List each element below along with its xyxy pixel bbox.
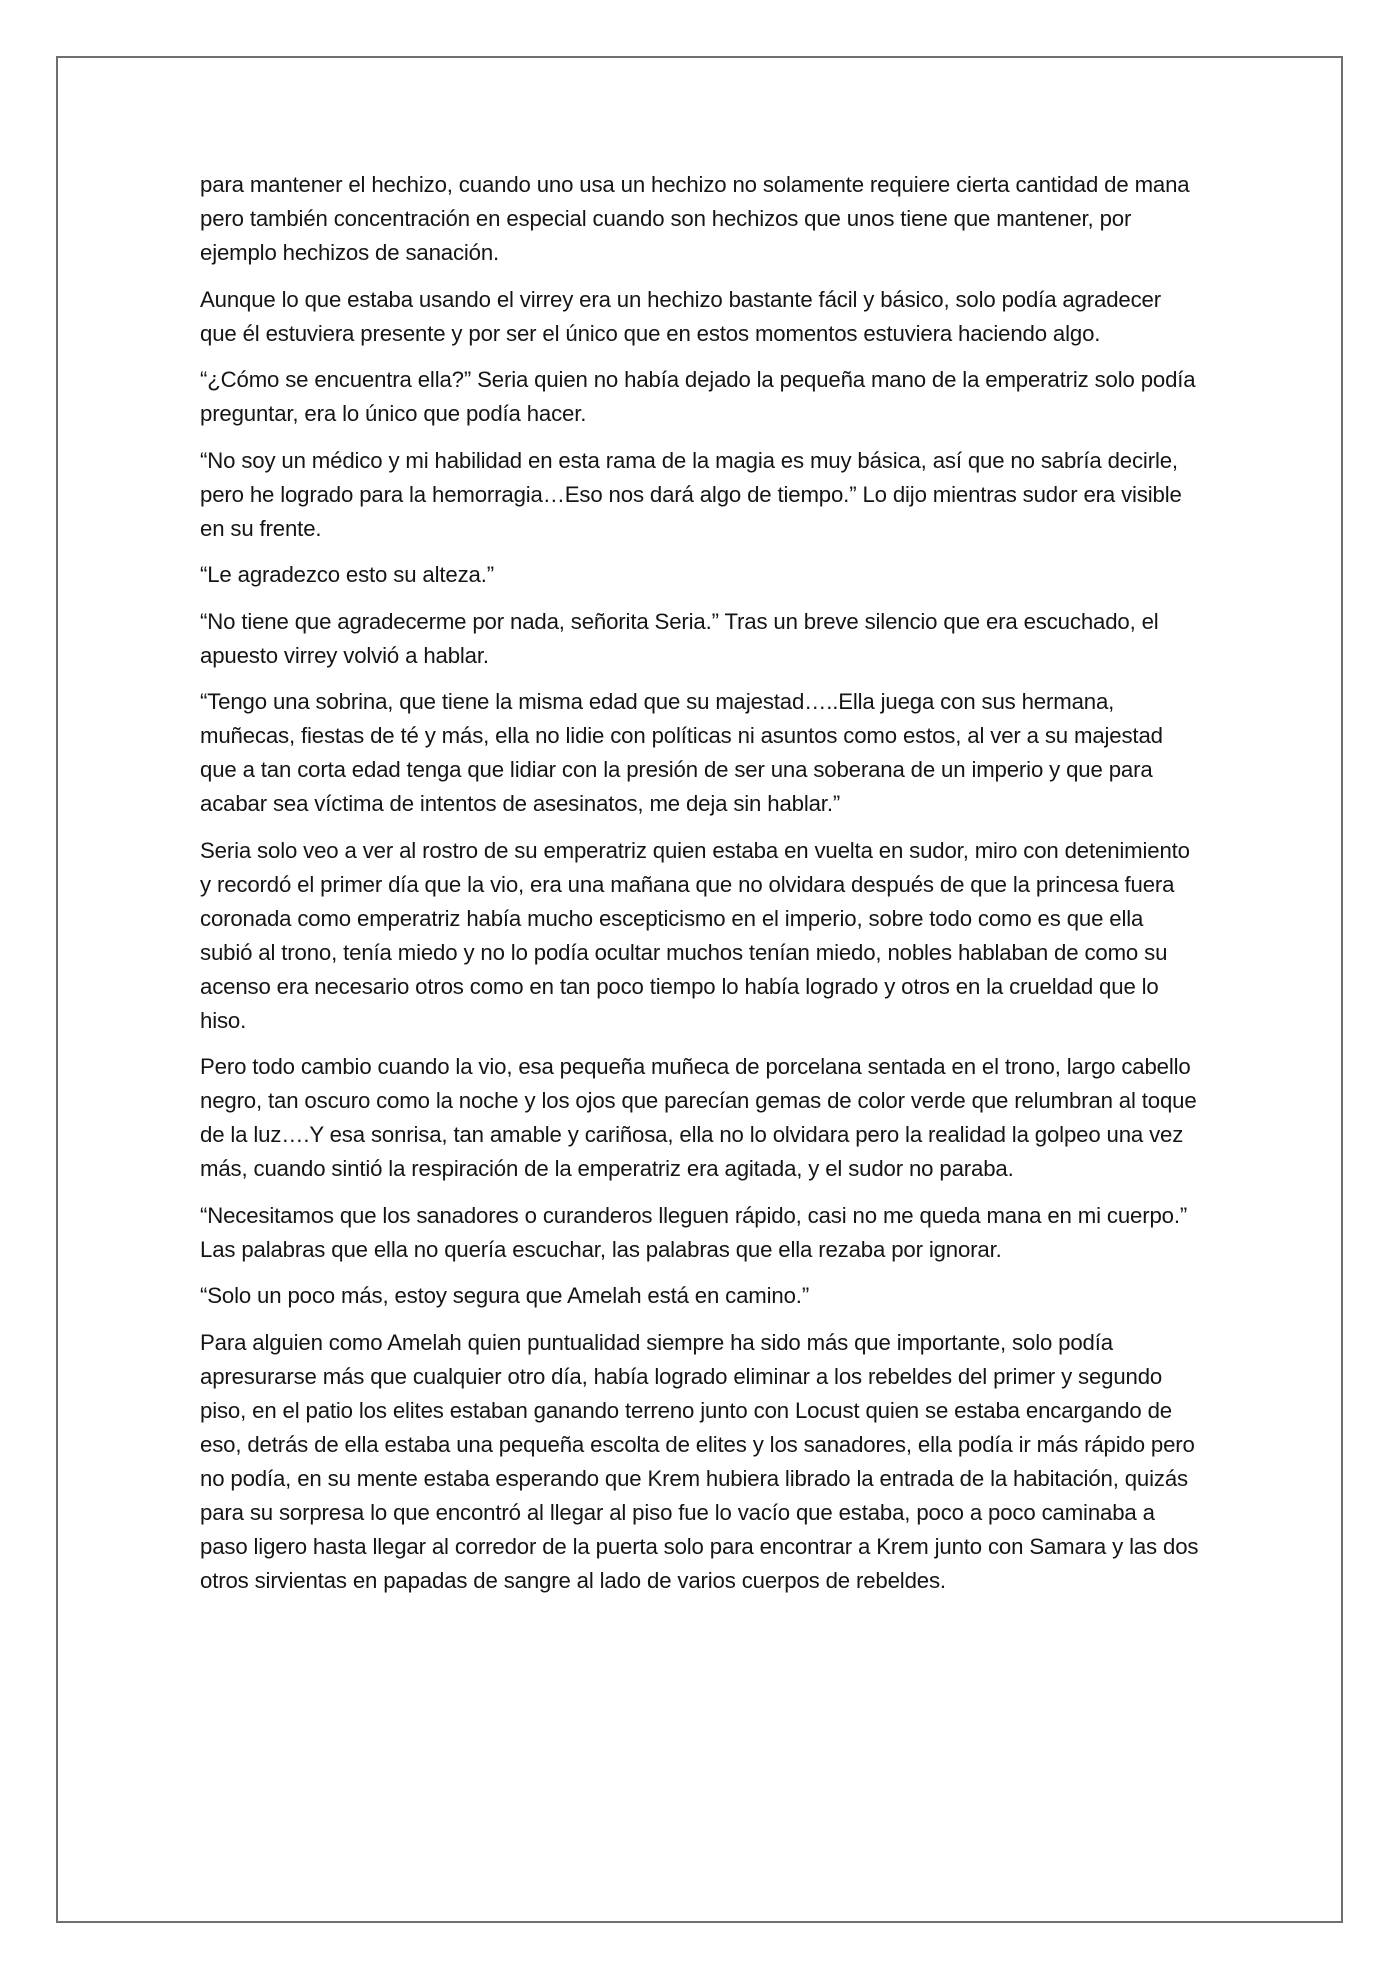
paragraph-3: “¿Cómo se encuentra ella?” Seria quien no había dejado la pequeña mano de la emperatriz solo podía preguntar, era lo único que podía hacer.	[200, 367, 1196, 426]
document-body	[200, 168, 1200, 1610]
paragraph-1: para mantener el hechizo, cuando uno usa un hechizo no solamente requiere cierta cantidad de mana pero también concentración en especial cuando son hechizos que unos tiene que mantener, por ejemplo hechizos de sanación.	[200, 172, 1190, 265]
paragraph-10: “Necesitamos que los sanadores o curanderos lleguen rápido, casi no me queda mana en mi cuerpo.” Las palabras que ella no quería escuchar, las palabras que ella rezaba por ignorar.	[200, 1202, 1188, 1262]
paragraph-11: “Solo un poco más, estoy segura que Amelah está en camino.”	[200, 1283, 810, 1308]
paragraph-12: Para alguien como Amelah quien puntualidad siempre ha sido más que importante, solo podía apresurarse más que cualquier otro día, había logrado eliminar a los rebeldes del primer y segundo piso, en el patio los elites estaban ganando terreno junto con Locust quien se estaba encargando de eso, detrás de ella estaba una pequeña escolta de elites y los sanadores, ella podía ir más rápido pero no podía, en su mente estaba esperando que Krem hubiera librado la entrada de la habitación, quizás para su sorpresa lo que encontró al llegar al piso fue lo vacío que estaba, poco a poco caminaba a paso ligero hasta llegar al corredor de la puerta solo para encontrar a Krem junto con Samara y las dos otros sirvientas en papadas de sangre al lado de varios cuerpos de rebeldes.	[200, 1329, 1199, 1593]
paragraph-5: “Le agradezco esto su alteza.”	[200, 562, 494, 587]
paragraph-9: Pero todo cambio cuando la vio, esa pequeña muñeca de porcelana sentada en el trono, largo cabello negro, tan oscuro como la noche y los ojos que parecían gemas de color verde que relumbran al toque de la luz….Y esa sonrisa, tan amable y cariñosa, ella no lo olvidara pero la realidad la golpeo una vez más, cuando sintió la respiración de la emperatriz era agitada, y el sudor no paraba.	[200, 1054, 1197, 1181]
paragraph-6: “No tiene que agradecerme por nada, señorita Seria.” Tras un breve silencio que era escuchado, el apuesto virrey volvió a hablar.	[200, 608, 1159, 668]
paragraph-4: “No soy un médico y mi habilidad en esta rama de la magia es muy básica, así que no sabría decirle, pero he logrado para la hemorragia…Eso nos dará algo de tiempo.” Lo dijo mientras sudor era visible en su frente.	[200, 447, 1182, 541]
paragraph-2: Aunque lo que estaba usando el virrey era un hechizo bastante fácil y básico, solo podía agradecer que él estuviera presente y por ser el único que en estos momentos estuviera haciendo algo.	[200, 286, 1161, 346]
paragraph-7: “Tengo una sobrina, que tiene la misma edad que su majestad…..Ella juega con sus hermana, muñecas, fiestas de té y más, ella no lidie con políticas ni asuntos como estos, al ver a su majestad que a tan corta edad tenga que lidiar con la presión de ser una soberana de un imperio y que para acabar sea víctima de intentos de asesinatos, me deja sin hablar.”	[200, 689, 1163, 816]
paragraph-8: Seria solo veo a ver al rostro de su emperatriz quien estaba en vuelta en sudor, miro con detenimiento y recordó el primer día que la vio, era una mañana que no olvidara después de que la princesa fuera coronada como emperatriz había mucho escepticismo en el imperio, sobre todo como es que ella subió al trono, tenía miedo y no lo podía ocultar muchos tenían miedo, nobles hablaban de como su acenso era necesario otros como en tan poco tiempo lo había logrado y otros en la crueldad que lo hiso.	[200, 837, 1190, 1033]
